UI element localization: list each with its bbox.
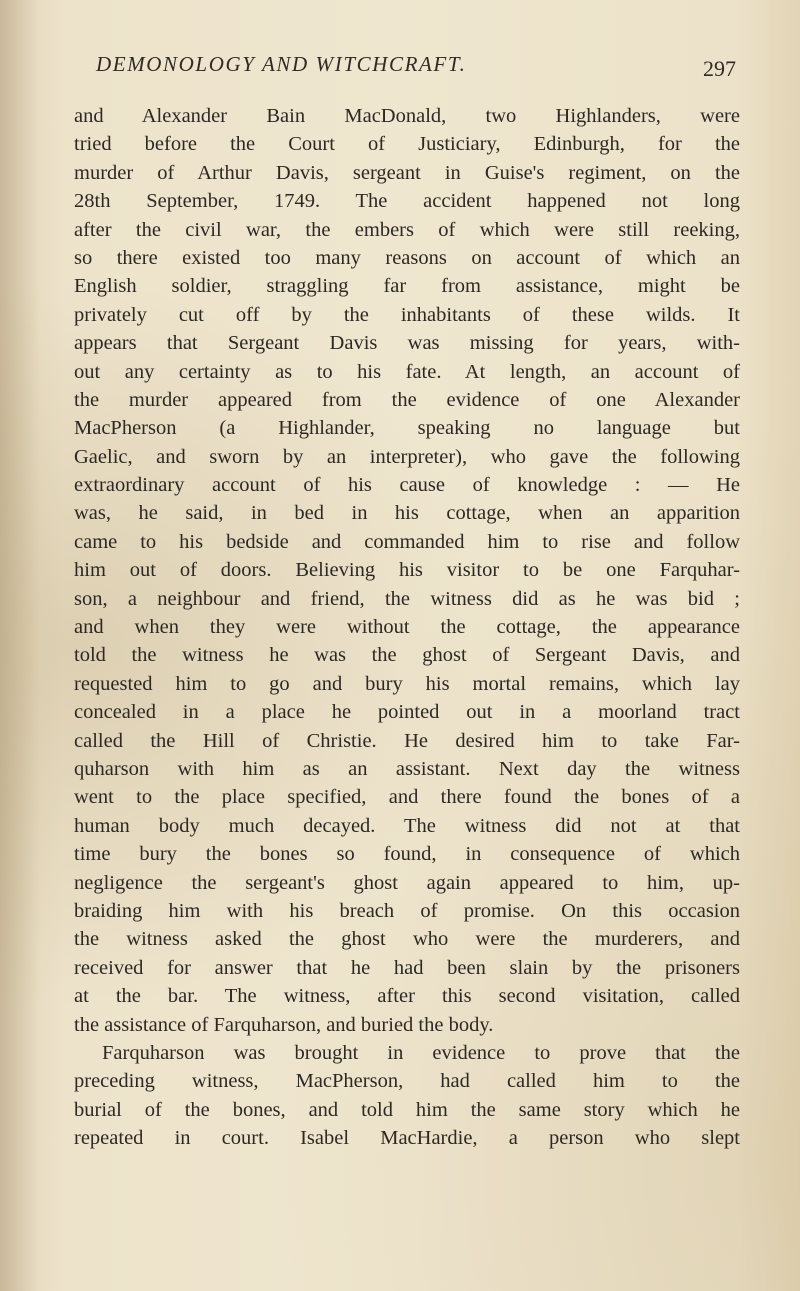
running-head: [96, 44, 736, 84]
text-line: so there existed too many reasons on account of which an: [74, 246, 740, 269]
text-line: negligence the sergeant's ghost again appeared to him, up-: [74, 871, 740, 894]
text-line: English soldier, straggling far from assistance, might be: [74, 275, 740, 298]
text-line: after the civil war, the embers of which were still reeking,: [74, 218, 740, 241]
text-line: called the Hill of Christie. He desired him to take Far-: [74, 729, 740, 752]
text-line: the murder appeared from the evidence of one Alexander: [74, 388, 740, 411]
page-number: 297: [703, 56, 736, 81]
text-line: tried before the Court of Justiciary, Edinburgh, for the: [74, 133, 740, 156]
text-line: appears that Sergeant Davis was missing for years, with-: [74, 332, 740, 355]
text-line: extraordinary account of his cause of knowledge : — He: [74, 474, 740, 497]
text-line: was, he said, in bed in his cottage, when an apparition: [74, 502, 740, 525]
text-line: privately cut off by the inhabitants of these wilds. It: [74, 303, 740, 326]
text-line: son, a neighbour and friend, the witness did as he was bid ;: [74, 587, 740, 610]
text-line: and when they were without the cottage, the appearance: [74, 616, 740, 639]
text-line: out any certainty as to his fate. At length, an account of: [74, 360, 740, 383]
text-line: requested him to go and bury his mortal remains, which lay: [74, 672, 740, 695]
text-line: told the witness he was the ghost of Sergeant Davis, and: [74, 644, 740, 667]
text-line: him out of doors. Believing his visitor to be one Farquhar-: [74, 559, 740, 582]
text-line: MacPherson (a Highlander, speaking no language but: [74, 417, 740, 440]
gutter-shadow: [0, 0, 40, 1291]
running-title: DEMONOLOGY AND WITCHCRAFT.: [96, 52, 467, 76]
text-line: and Alexander Bain MacDonald, two Highlanders, were: [74, 105, 740, 127]
text-line: Farquharson was brought in evidence to prove that the: [102, 1041, 740, 1064]
text-line: the assistance of Farquharson, and buried the body.: [74, 1013, 494, 1036]
text-line: braiding him with his breach of promise. On this occasion: [74, 899, 740, 922]
text-line: Gaelic, and sworn by an interpreter), who gave the following: [74, 445, 740, 468]
text-line: repeated in court. Isabel MacHardie, a person who slept: [74, 1127, 740, 1150]
text-line: quharson with him as an assistant. Next day the witness: [74, 757, 740, 780]
text-line: at the bar. The witness, after this second visitation, called: [74, 985, 740, 1008]
text-line: 28th September, 1749. The accident happened not long: [74, 190, 740, 213]
text-line: time bury the bones so found, in consequence of which: [74, 843, 740, 866]
text-line: burial of the bones, and told him the same story which he: [74, 1098, 740, 1121]
text-line: concealed in a place he pointed out in a moorland tract: [74, 701, 740, 724]
text-line: human body much decayed. The witness did not at that: [74, 814, 740, 837]
text-line: went to the place specified, and there found the bones of a: [74, 786, 740, 809]
body-text: [74, 102, 740, 1152]
text-line: the witness asked the ghost who were the murderers, and: [74, 928, 740, 951]
text-line: murder of Arthur Davis, sergeant in Guise's regiment, on the: [74, 161, 740, 184]
text-line: preceding witness, MacPherson, had called him to the: [74, 1070, 740, 1093]
text-line: received for answer that he had been slain by the prisoners: [74, 956, 740, 979]
text-line: came to his bedside and commanded him to rise and follow: [74, 530, 740, 553]
